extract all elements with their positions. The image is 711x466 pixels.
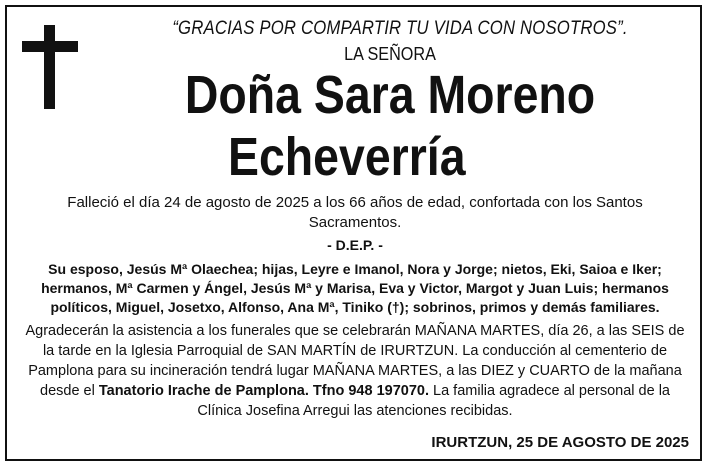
funeral-home-contact: Tanatorio Irache de Pamplona. Tfno 948 197070. [98, 383, 429, 399]
dep-label: - D.E.P. - [327, 237, 383, 253]
deceased-name-line1: Doña Sara Moreno [184, 65, 596, 125]
cross-icon [22, 25, 78, 109]
notice-quote: “GRACIAS POR COMPARTIR TU VIDA CON NOSOTROS”. [172, 18, 628, 39]
deceased-name-line2: Echeverría [228, 127, 466, 187]
death-details: Falleció el día 24 de agosto de 2025 a los 66 años de edad, confortada con los Santos Sacramentos. [67, 194, 643, 231]
family-list: Su esposo, Jesús Mª Olaechea; hijas, Leyre e Imanol, Nora y Jorge; nietos, Eki, Saioa e Iker; hermanos, Mª Carmen y Ángel, Jesús Mª y Marisa, Eva y Victor, Margot y Juan Luis; hermanos políticos, Miguel, Josetxo, Alfonso, Ana Mª, Tiniko (†); sobrinos, primos y demás familiares. [41, 261, 669, 315]
notice-intro: LA SEÑORA [344, 44, 436, 64]
funeral-text-part2: La familia agradece al personal de la Clínica Josefina Arregui las atenciones recibidas. [197, 383, 670, 419]
funeral-text-part1: Agradecerán la asistencia a los funerales que se celebrarán MAÑANA MARTES, día 26, a las SEIS de la tarde en la Iglesia Parroquial de SAN MARTÍN de IRURTZUN. La conducción al cementerio de Pamplona para su incineración tendrá lugar MAÑANA MARTES, a las DIEZ y CUARTO de la mañana desde el [25, 323, 685, 399]
funeral-details [20, 321, 690, 421]
place-date: IRURTZUN, 25 DE AGOSTO DE 2025 [431, 434, 689, 451]
